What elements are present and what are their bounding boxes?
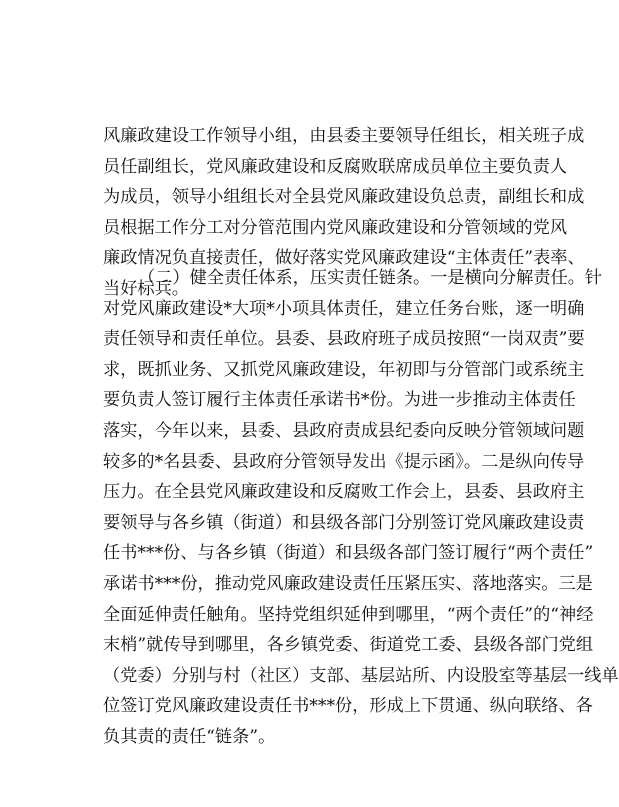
text-line: 员根据工作分工对分管范围内党风廉政建设和分管领域的党风 bbox=[103, 217, 568, 238]
text-line: 要负责人签订履行主体责任承诺书*份。为进一步推动主体责任 bbox=[103, 390, 576, 411]
text-line: 较多的*名县委、县政府分管领导发出《提示函》。二是纵向传导 bbox=[103, 451, 585, 472]
text-line: 落实，今年以来，县委、县政府责成县纪委向反映分管领域问题 bbox=[103, 420, 585, 441]
text-line: 对党风廉政建设*大项*小项具体责任，建立任务台账，逐一明确 bbox=[103, 298, 585, 319]
paragraph-responsibility-system bbox=[103, 263, 619, 753]
text-line: 为成员，领导小组组长对全县党风廉政建设负总责，副组长和成 bbox=[103, 187, 585, 208]
text-line: 负其责的责任“链条”。 bbox=[103, 726, 276, 747]
text-line: 位签订党风廉政建设责任书***份，形成上下贯通、纵向联络、各 bbox=[103, 696, 593, 717]
text-line: 责任领导和责任单位。县委、县政府班子成员按照“一岗双责”要 bbox=[103, 329, 585, 350]
text-line: 任书***份、与各乡镇（街道）和县级各部门签订履行“两个责任” bbox=[103, 543, 594, 564]
text-line: 压力。在全县党风廉政建设和反腐败工作会上，县委、县政府主 bbox=[103, 482, 585, 503]
text-line: 要领导与各乡镇（街道）和县级各部门分别签订党风廉政建设责 bbox=[103, 512, 585, 533]
text-line: （二）健全责任体系，压实责任链条。一是横向分解责任。针 bbox=[138, 268, 603, 288]
text-line: 廉政情况负直接责任，做好落实党风廉政建设“主体责任”表率、 bbox=[103, 248, 585, 269]
text-line: 员任副组长，党风廉政建设和反腐败联席成员单位主要负责人 bbox=[103, 156, 568, 177]
text-line: 求，既抓业务、又抓党风廉政建设，年初即与分管部门或系统主 bbox=[103, 359, 585, 380]
text-line: 承诺书***份，推动党风廉政建设责任压紧压实、落地落实。三是 bbox=[103, 573, 593, 594]
text-line: 全面延伸责任触角。坚持党组织延伸到哪里，“两个责任”的“神经 bbox=[103, 604, 594, 625]
text-line: 当好标兵。 bbox=[103, 278, 189, 299]
text-line: （党委）分别与村（社区）支部、基层站所、内设股室等基层一线单 bbox=[103, 665, 619, 686]
text-line: 风廉政建设工作领导小组，由县委主要领导任组长，相关班子成 bbox=[103, 126, 585, 146]
text-line: 末梢”就传导到哪里，各乡镇党委、街道党工委、县级各部门党组 bbox=[103, 635, 594, 656]
